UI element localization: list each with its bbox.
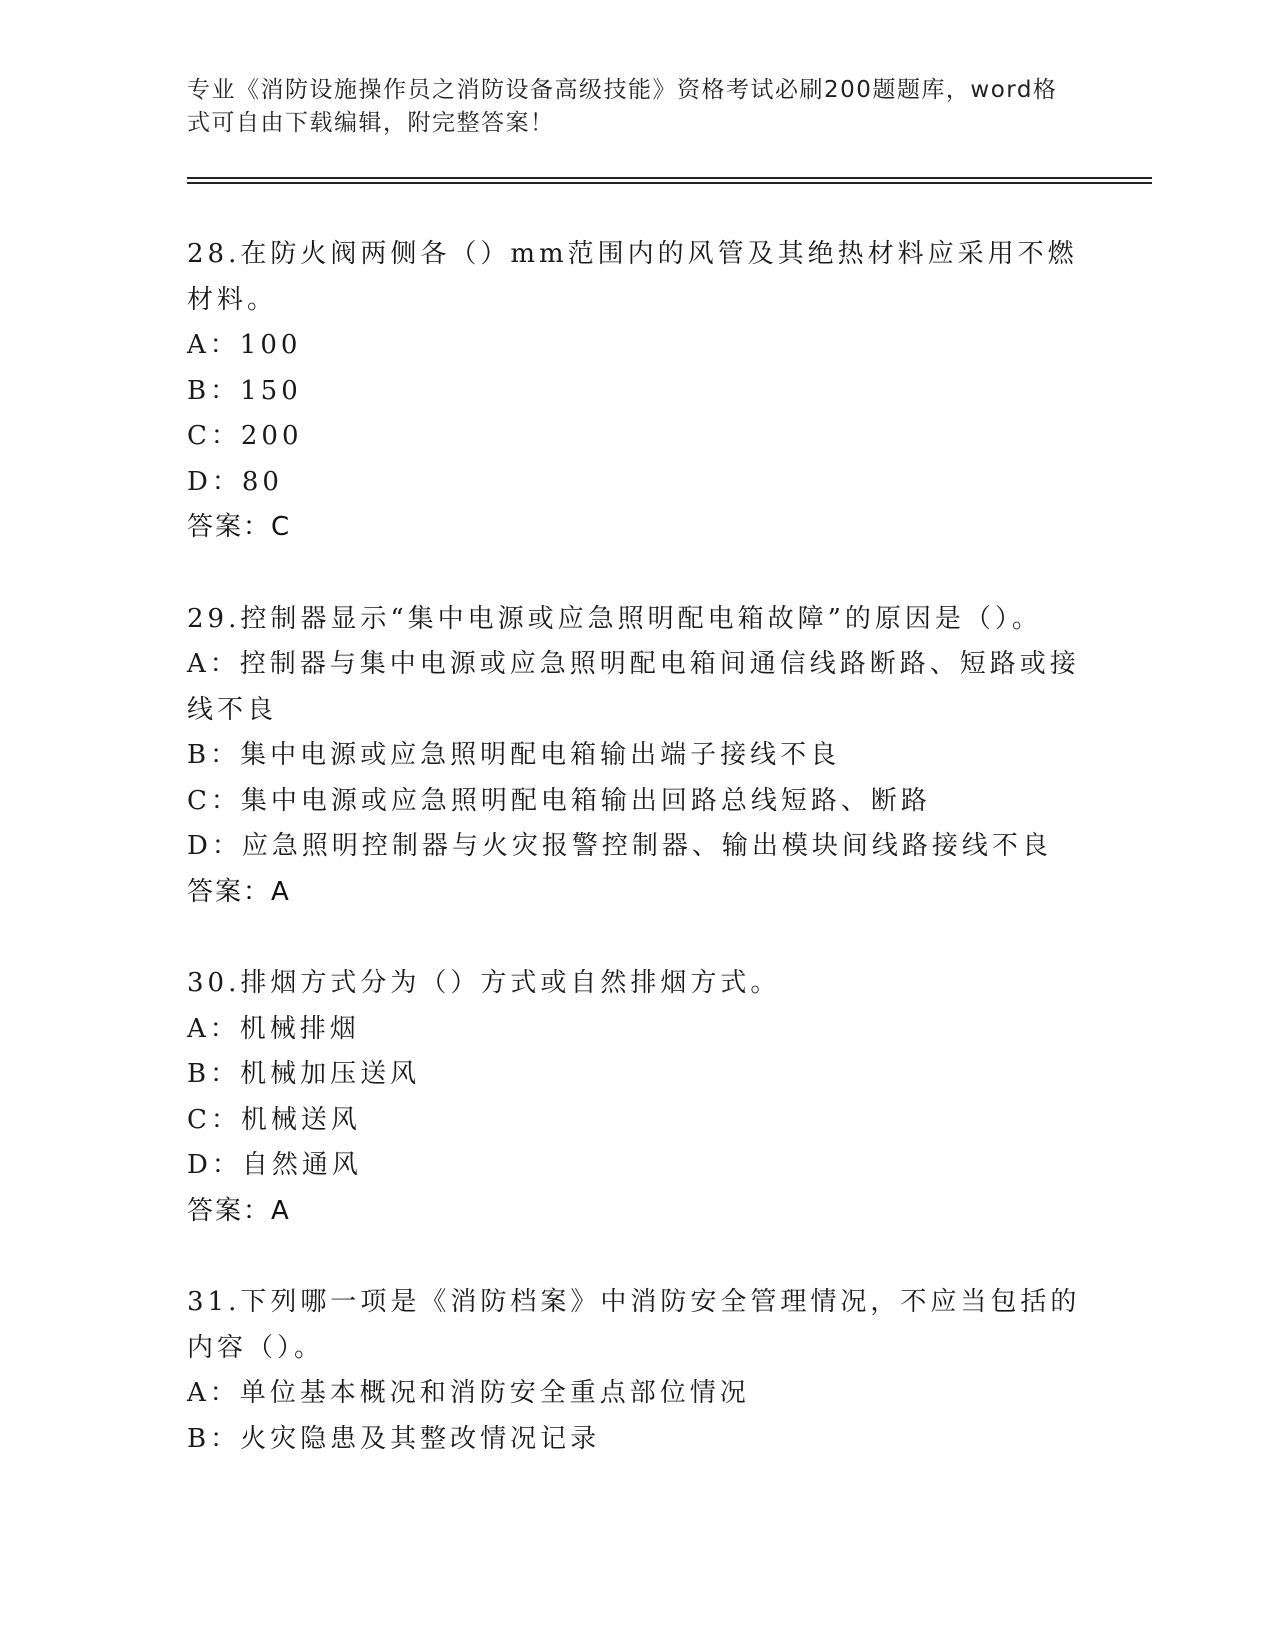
question-stem: 29.控制器显示“集中电源或应急照明配电箱故障”的原因是（）。 (187, 603, 1042, 634)
header-rule-top (187, 177, 1152, 179)
question-30 (187, 961, 1087, 1234)
option-d: D：80 (187, 466, 283, 497)
question-stem: 30.排烟方式分为（）方式或自然排烟方式。 (187, 968, 781, 998)
option-d: D：应急照明控制器与火灾报警控制器、输出模块间线路接线不良 (187, 831, 1052, 861)
option-a: A：机械排烟 (187, 1013, 360, 1044)
option-a: A：控制器与集中电源或应急照明配电箱间通信线路断路、短路或接线不良 (187, 649, 1080, 725)
question-31 (187, 1280, 1087, 1462)
option-c: C：机械送风 (187, 1104, 361, 1135)
option-c: C：200 (187, 421, 303, 451)
question-stem: 28.在防火阀两侧各（）mm范围内的风管及其绝热材料应采用不燃材料。 (187, 239, 1078, 315)
answer-line: 答案：C (187, 512, 292, 542)
option-b: B：火灾隐患及其整改情况记录 (187, 1423, 601, 1454)
option-b: B：机械加压送风 (187, 1059, 421, 1089)
header-rule-bottom (187, 182, 1152, 184)
answer-line: 答案：A (187, 1195, 291, 1226)
question-29 (187, 597, 1087, 916)
document-header: 专业《消防设施操作员之消防设备高级技能》资格考试必刷200题题库，word格式可自由下载编辑，附完整答案！ (187, 77, 1058, 136)
option-b: B：集中电源或应急照明配电箱输出端子接线不良 (187, 740, 841, 770)
question-list (187, 232, 1087, 1508)
option-a: A：100 (187, 330, 302, 360)
option-d: D：自然通风 (187, 1150, 362, 1180)
answer-line: 答案：A (187, 876, 291, 907)
question-stem: 31.下列哪一项是《消防档案》中消防安全管理情况，不应当包括的内容（）。 (187, 1287, 1081, 1363)
question-28 (187, 232, 1087, 551)
option-a: A：单位基本概况和消防安全重点部位情况 (187, 1378, 750, 1408)
option-c: C：集中电源或应急照明配电箱输出回路总线短路、断路 (187, 785, 931, 816)
option-b: B：150 (187, 375, 302, 406)
